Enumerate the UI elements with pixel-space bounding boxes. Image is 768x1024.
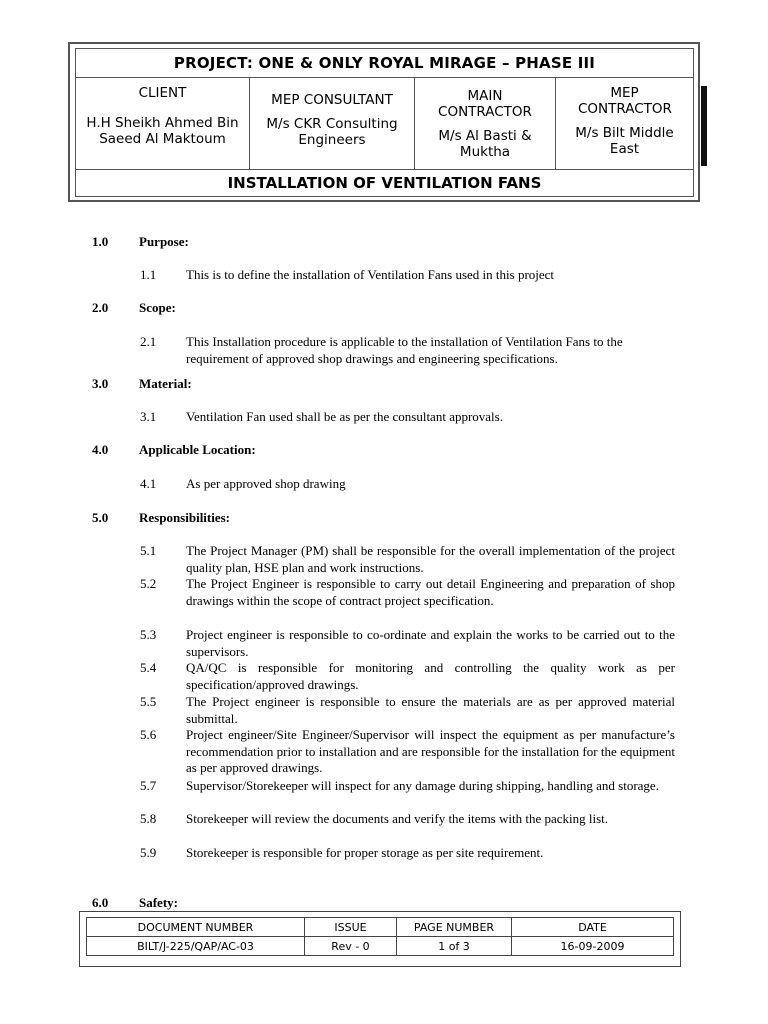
issue: Rev - 0	[305, 937, 397, 956]
header-issue: ISSUE	[305, 918, 397, 937]
item-number: 5.7	[140, 778, 157, 793]
item-text: Storekeeper will review the documents and verify the items with the packing list.	[186, 811, 609, 826]
item-text: This is to define the installation of Ventilation Fans used in this project	[186, 267, 555, 282]
party-name: M/s CKR Consulting Engineers	[266, 116, 398, 148]
section-title: Scope:	[139, 300, 176, 315]
item-number: 2.1	[140, 334, 157, 349]
party-client	[76, 78, 250, 169]
party-name: M/s Al Basti & Muktha	[438, 128, 532, 160]
party-name: H.H Sheikh Ahmed Bin Saeed Al Maktoum	[86, 115, 239, 147]
item-text: This Installation procedure is applicable to the installation of Ventilation Fans to the requirement of approved shop drawings and engineering specifications.	[186, 334, 623, 366]
header-document-number: DOCUMENT NUMBER	[87, 918, 305, 937]
project-title: PROJECT: ONE & ONLY ROYAL MIRAGE – PHASE III	[76, 49, 693, 78]
item-text: QA/QC is responsible for monitoring and controlling the quality work as per specification/approved drawings.	[186, 660, 675, 692]
party-main-contractor	[415, 78, 556, 169]
header-date: DATE	[512, 918, 674, 937]
header-page-number: PAGE NUMBER	[397, 918, 512, 937]
date: 16-09-2009	[512, 937, 674, 956]
item-number: 5.9	[140, 845, 157, 860]
party-role: MEP CONSULTANT	[271, 92, 393, 108]
party-name: M/s Bilt Middle East	[575, 125, 674, 157]
footer-header-row	[87, 918, 674, 937]
item-text: Storekeeper is responsible for proper storage as per site requirement.	[186, 845, 544, 860]
section-number: 6.0	[92, 895, 109, 910]
item-number: 1.1	[140, 267, 157, 282]
section-number: 1.0	[92, 234, 109, 249]
item-text: As per approved shop drawing	[186, 476, 346, 491]
party-role: MEP CONTRACTOR	[578, 85, 672, 117]
party-mep-contractor	[556, 78, 693, 169]
item-number: 5.6	[140, 727, 157, 742]
section-title: Responsibilities:	[139, 510, 231, 525]
item-number: 5.2	[140, 576, 157, 591]
parties-row	[76, 78, 693, 170]
item-text: Ventilation Fan used shall be as per the consultant approvals.	[186, 409, 503, 424]
section-title: Material:	[139, 376, 192, 391]
section-title: Purpose:	[139, 234, 189, 249]
item-text: The Project engineer is responsible to ensure the materials are as per approved material submittal.	[186, 694, 675, 726]
document-control-table	[86, 917, 674, 956]
header-table	[75, 48, 694, 197]
item-text: The Project Engineer is responsible to carry out detail Engineering and preparation of shop drawings within the scope of contract project specification.	[186, 576, 675, 608]
item-number: 5.1	[140, 543, 157, 558]
footer-value-row	[87, 937, 674, 956]
section-number: 2.0	[92, 300, 109, 315]
document-number: BILT/J-225/QAP/AC-03	[87, 937, 305, 956]
section-number: 3.0	[92, 376, 109, 391]
item-number: 3.1	[140, 409, 157, 424]
item-number: 4.1	[140, 476, 157, 491]
item-text: The Project Manager (PM) shall be responsible for the overall implementation of the project quality plan, HSE plan and work instructions.	[186, 543, 675, 575]
item-number: 5.8	[140, 811, 157, 826]
item-text: Project engineer/Site Engineer/Supervisor will inspect the equipment as per manufacture’s recommendation prior to installation and are responsible for the installation for the equipment as per approved drawings.	[186, 727, 675, 776]
section-number: 4.0	[92, 442, 109, 457]
item-text: Project engineer is responsible to co-ordinate and explain the works to be carried out to the supervisors.	[186, 627, 675, 659]
side-bar-marker	[701, 86, 707, 166]
section-title: Applicable Location:	[139, 442, 256, 457]
document-title: INSTALLATION OF VENTILATION FANS	[227, 174, 542, 192]
item-number: 5.4	[140, 660, 157, 675]
section-title: Safety:	[139, 895, 178, 910]
party-role: MAIN CONTRACTOR	[438, 88, 532, 120]
page-number: 1 of 3	[397, 937, 512, 956]
party-mep-consultant	[250, 78, 415, 169]
item-number: 5.5	[140, 694, 157, 709]
section-number: 5.0	[92, 510, 109, 525]
item-text: Supervisor/Storekeeper will inspect for any damage during shipping, handling and storage.	[186, 778, 659, 793]
party-role: CLIENT	[138, 85, 187, 101]
item-number: 5.3	[140, 627, 157, 642]
